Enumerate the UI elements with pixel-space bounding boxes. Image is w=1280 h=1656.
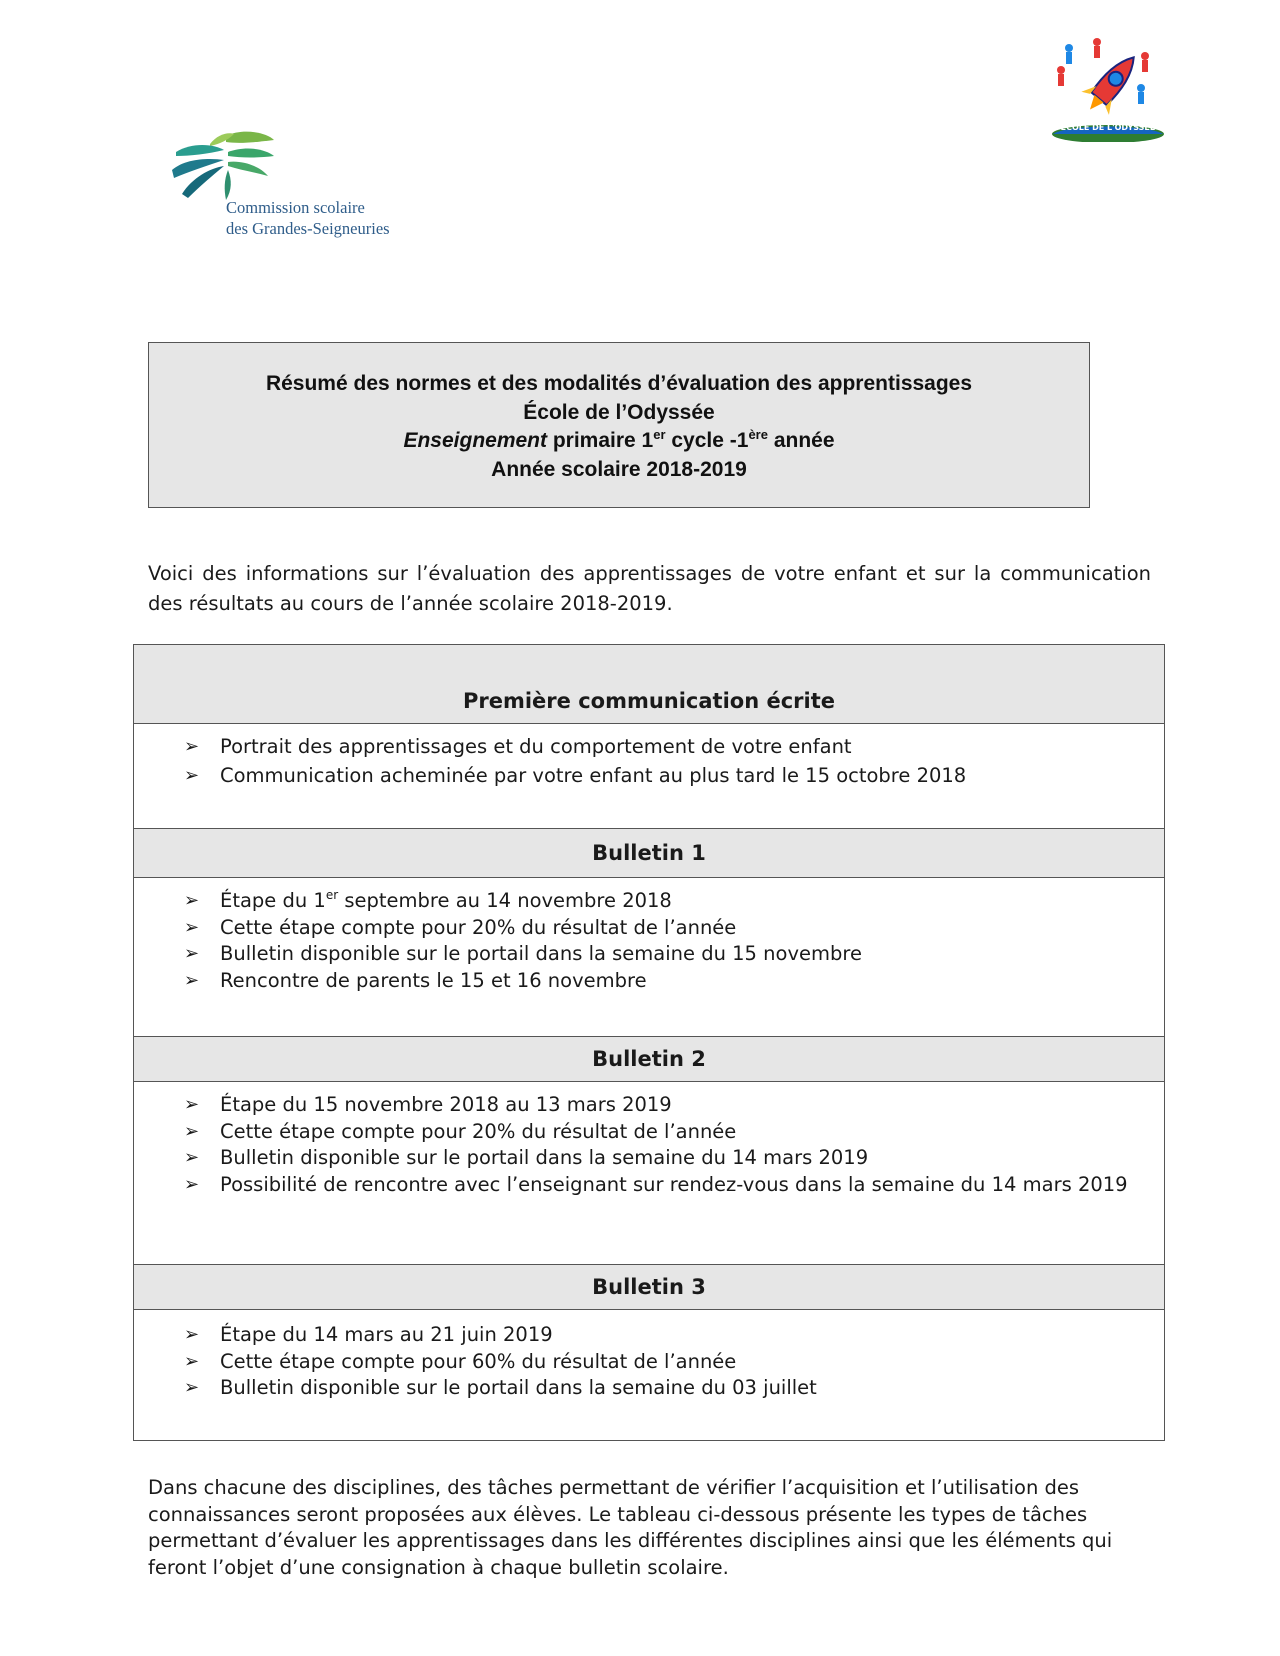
list-item: ➢ Communication acheminée par votre enfant au plus tard le 15 octobre 2018 [184,761,1128,791]
school-logo-text: ÉCOLE DE L'ODYSSÉE [1060,123,1156,132]
leaf-icon [170,130,280,202]
section-body-bulletin-2 [134,1082,1165,1265]
commission-name-line1: Commission scolaire [226,198,365,217]
title-line-2: École de l’Odyssée [523,400,715,424]
ecole-odyssee-logo [1049,38,1167,142]
list-item: ➢ Étape du 14 mars au 21 juin 2019 [184,1322,1128,1349]
section-body-bulletin-1 [134,878,1165,1037]
title-line-3: Enseignement primaire 1er cycle -1ère année [403,427,835,452]
list-item: ➢ Bulletin disponible sur le portail dans la semaine du 14 mars 2019 [184,1145,1128,1172]
section-heading-bulletin-1: Bulletin 1 [134,829,1165,878]
section-heading-bulletin-3: Bulletin 3 [134,1265,1165,1310]
list-item: ➢ Cette étape compte pour 60% du résultat de l’année [184,1349,1128,1376]
section-body-bulletin-3 [134,1310,1165,1441]
list-item: ➢ Cette étape compte pour 20% du résultat de l’année [184,1119,1128,1146]
intro-paragraph: Voici des informations sur l’évaluation des apprentissages de votre enfant et sur la communication des résultats au cours de l’année scolaire 2018-2019. [148,562,1151,615]
list-item: ➢ Possibilité de rencontre avec l’enseignant sur rendez-vous dans la semaine du 14 mars 2019 [184,1172,1128,1199]
section-body-premiere-communication [134,724,1165,829]
list-item: ➢ Bulletin disponible sur le portail dans la semaine du 03 juillet [184,1375,1128,1402]
section-heading-premiere-communication: Première communication écrite [134,645,1165,724]
title-line-3-em: Enseignement [403,429,548,452]
list-item: ➢ Étape du 15 novembre 2018 au 13 mars 2019 [184,1092,1128,1119]
title-line-4: Année scolaire 2018-2019 [491,457,747,481]
title-line-1: Résumé des normes et des modalités d’évaluation des apprentissages [265,372,973,395]
list-item: ➢ Rencontre de parents le 15 et 16 novembre [184,968,1128,995]
list-item: ➢ Cette étape compte pour 20% du résultat de l’année [184,915,1128,942]
commission-name-line2: des Grandes-Seigneuries [226,219,390,238]
commission-scolaire-logo [170,130,430,250]
list-item: ➢ Portrait des apprentissages et du comportement de votre enfant [184,734,1128,761]
section-heading-bulletin-2: Bulletin 2 [134,1037,1165,1082]
communication-schedule-table [133,644,1165,1441]
closing-paragraph: Dans chacune des disciplines, des tâches permettant de vérifier l’acquisition et l’utilisation des connaissances seront proposées aux élèves. Le tableau ci-dessous présente les types de tâches permettant d’évaluer les apprentissages dans les différentes disciplines ainsi que les éléments qui feront l’objet d’une consignation à chaque bulletin scolaire. [148,1476,1113,1579]
list-item: ➢ Étape du 1er septembre au 14 novembre 2018 [184,888,1128,915]
list-item: ➢ Bulletin disponible sur le portail dans la semaine du 15 novembre [184,941,1128,968]
document-title-box [148,342,1090,508]
